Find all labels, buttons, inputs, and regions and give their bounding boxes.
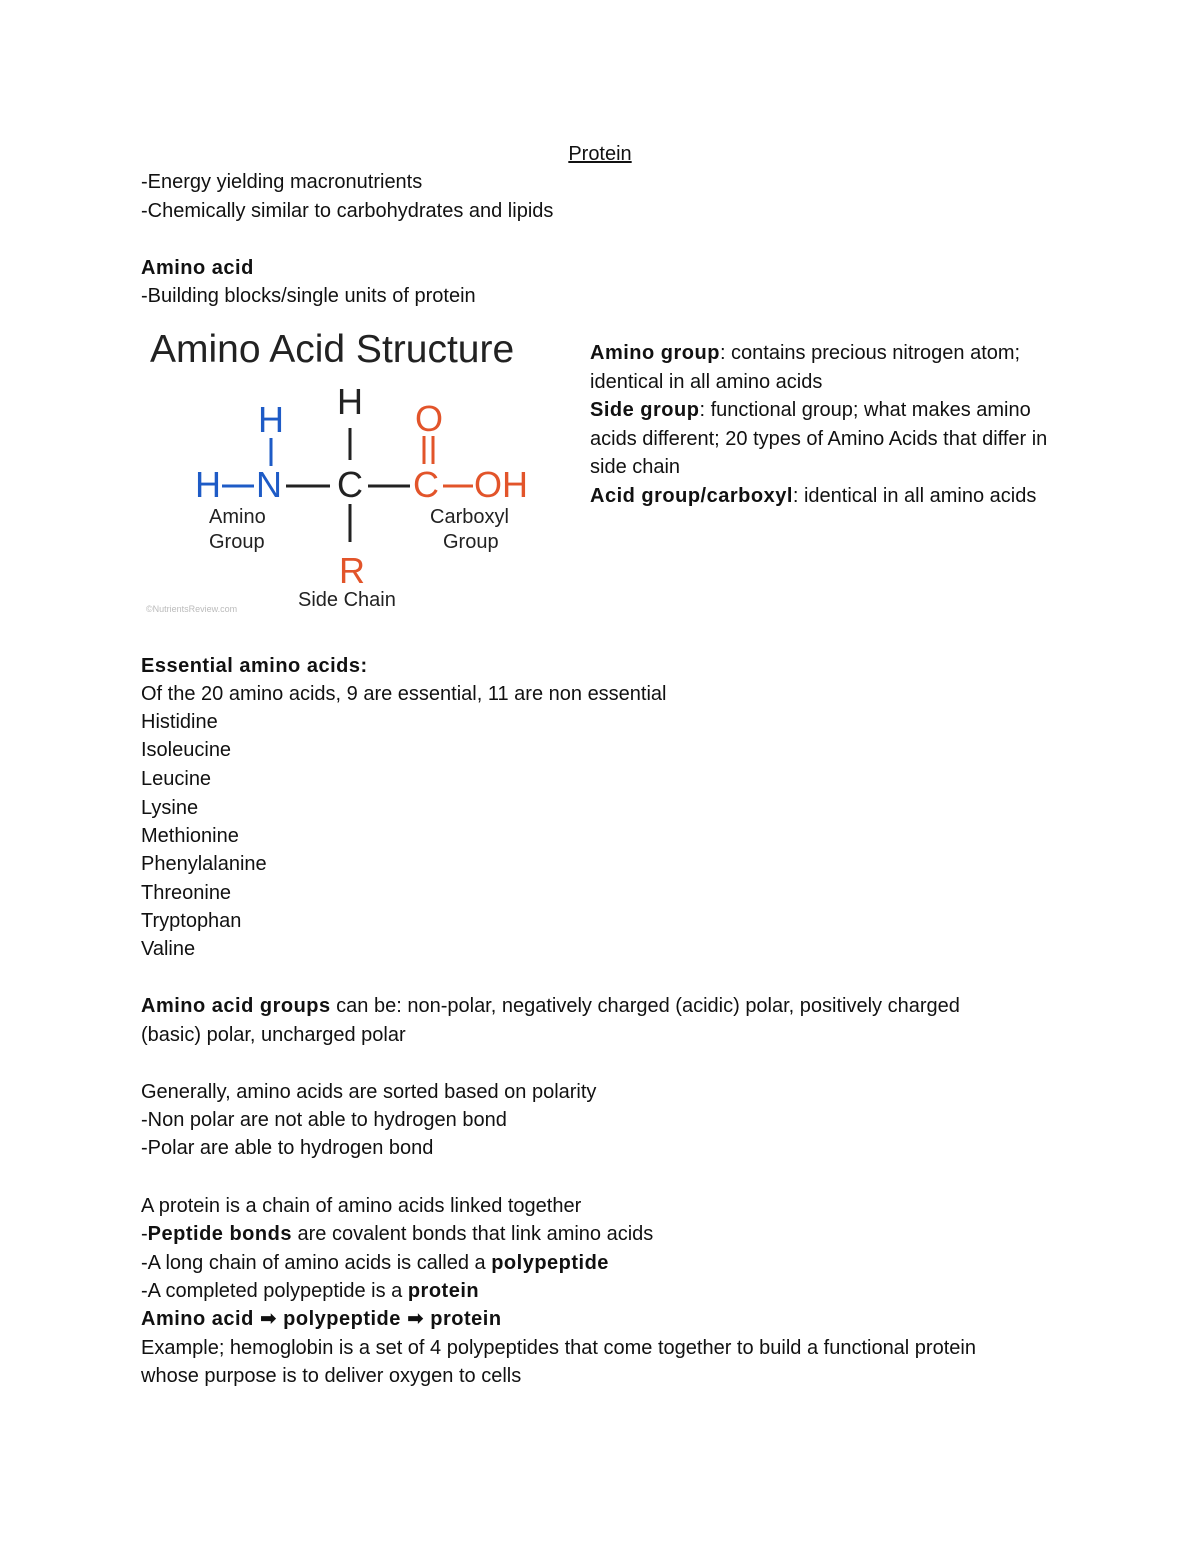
essential-item: Isoleucine <box>141 739 232 761</box>
essential-item: Phenylalanine <box>141 853 267 875</box>
acid-group-description: Acid group/carboxyl: identical in all amino acids <box>590 484 1037 507</box>
carboxyl-oh: OH <box>474 464 528 505</box>
essential-heading: Essential amino acids: <box>141 655 368 677</box>
amino-acid-definition: -Building blocks/single units of protein <box>141 285 476 307</box>
intro-line-2: -Chemically similar to carbohydrates and lipids <box>141 200 554 222</box>
diagram-watermark: ©NutrientsReview.com <box>146 604 238 614</box>
chain-intro: A protein is a chain of amino acids linked together <box>141 1195 582 1217</box>
amino-acid-structure-diagram <box>140 320 570 622</box>
side-chain-label: Side Chain <box>298 589 396 611</box>
alpha-c: C <box>337 464 363 505</box>
essential-item: Histidine <box>141 711 218 733</box>
carboxyl-group-label-1: Carboxyl <box>430 506 509 528</box>
side-group-description: Side group: functional group; what makes amino acids different; 20 types of Amino Acids that differ in side chain <box>590 399 1048 478</box>
flow-line: Amino acid ➡ polypeptide ➡ protein <box>141 1308 502 1330</box>
polarity-line: Generally, amino acids are sorted based on polarity <box>141 1081 597 1103</box>
intro-line-1: -Energy yielding macronutrients <box>141 171 423 193</box>
carboxyl-c: C <box>413 464 439 505</box>
essential-item: Tryptophan <box>141 910 242 932</box>
amino-group-label-1: Amino <box>209 506 266 528</box>
amino-group-label-2: Group <box>209 531 265 553</box>
diagram-title: Amino Acid Structure <box>150 328 515 371</box>
amino-h-left: H <box>195 464 221 505</box>
amino-acid-heading: Amino acid <box>141 257 254 279</box>
polarity-line: -Non polar are not able to hydrogen bond <box>141 1109 507 1131</box>
groups-line-1: Amino acid groups can be: non-polar, negatively charged (acidic) polar, positively charged <box>141 995 960 1017</box>
alpha-h: H <box>337 381 363 422</box>
essential-item: Threonine <box>141 882 232 904</box>
peptide-bonds-line: -Peptide bonds are covalent bonds that link amino acids <box>141 1223 654 1245</box>
essential-item: Leucine <box>141 768 212 790</box>
essential-intro: Of the 20 amino acids, 9 are essential, 11 are non essential <box>141 683 667 705</box>
amino-n: N <box>256 464 282 505</box>
groups-line-2: (basic) polar, uncharged polar <box>141 1024 406 1046</box>
example-line-1: Example; hemoglobin is a set of 4 polypeptides that come together to build a functional protein <box>141 1337 976 1359</box>
amino-group-description: Amino group: contains precious nitrogen atom; identical in all amino acids <box>590 342 1021 393</box>
page-title: Protein <box>568 143 632 165</box>
polarity-line: -Polar are able to hydrogen bond <box>141 1137 434 1159</box>
carboxyl-group-label-2: Group <box>443 531 499 553</box>
essential-item: Lysine <box>141 797 199 819</box>
amino-h-top: H <box>258 399 284 440</box>
group-descriptions <box>590 339 1060 510</box>
example-line-2: whose purpose is to deliver oxygen to cells <box>141 1365 522 1387</box>
side-chain-r: R <box>339 550 365 591</box>
essential-item: Valine <box>141 938 196 960</box>
essential-item: Methionine <box>141 825 239 847</box>
polypeptide-line: -A long chain of amino acids is called a polypeptide <box>141 1252 609 1274</box>
carboxyl-o: O <box>415 398 444 439</box>
protein-line: -A completed polypeptide is a protein <box>141 1280 480 1302</box>
